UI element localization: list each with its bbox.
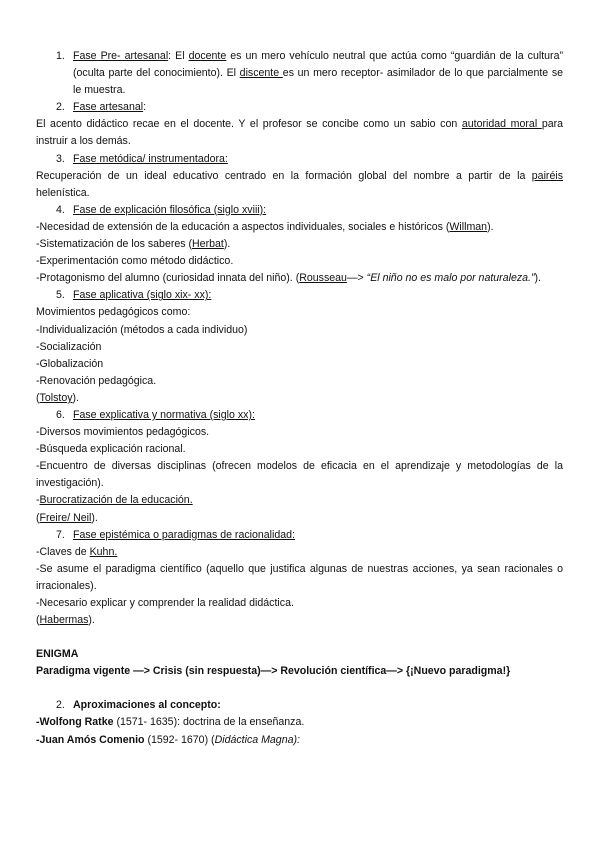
- section-3-body: [36, 168, 563, 202]
- list-item: [36, 492, 563, 509]
- text: ).: [91, 511, 98, 524]
- ref-tolstoy: Tolstoy: [39, 391, 73, 404]
- list-number: 2.: [56, 101, 65, 114]
- section-6-heading: [36, 407, 563, 424]
- document-page: [36, 48, 563, 749]
- list-item: -Individualización (métodos a cada individuo): [36, 323, 248, 336]
- aprox-comenio: [36, 732, 563, 749]
- term-autoridad-moral: autoridad moral: [461, 118, 542, 131]
- enigma-line: Paradigma vigente —> Crisis (sin respuesta)—> Revolución científica—> {¡Nuevo paradigma!}: [36, 665, 511, 678]
- list-number: 1.: [56, 50, 65, 62]
- ref-rousseau: Rousseau: [299, 272, 347, 285]
- text: :: [143, 101, 147, 114]
- text: es un mero vehículo neutral que actúa como “guardián de la cultura” (oculta parte del conocimiento). El: [73, 50, 563, 80]
- section-2-body: [36, 116, 563, 150]
- list-item: -Globalización: [36, 357, 104, 370]
- spacer: [36, 629, 563, 646]
- text: helenística.: [36, 186, 90, 199]
- section-4-line-2: [36, 236, 563, 253]
- text: : El: [168, 50, 189, 62]
- section-7-line-3: -Necesario explicar y comprender la realidad didáctica.: [36, 597, 294, 609]
- section-4-line-3: -Experimentación como método didáctico.: [36, 255, 234, 268]
- list-number: 6.: [56, 408, 65, 421]
- text: ).: [223, 238, 231, 251]
- ref-willman: Willman: [449, 220, 488, 233]
- text: (1592- 1670) (: [144, 733, 215, 746]
- section-7-line-2: -Se asume el paradigma científico (aquello que justifica algunas de nuestras acciones, ya sean racionales o irracionales).: [36, 562, 563, 592]
- list-number: 4.: [56, 203, 65, 216]
- section-1-title: Fase Pre- artesanal: [73, 50, 169, 62]
- aprox-title: Aproximaciones al concepto:: [73, 699, 221, 712]
- text: ).: [487, 220, 494, 233]
- ref-habermas: Habermas: [39, 614, 89, 627]
- text: ).: [534, 272, 541, 285]
- ref-freire-neil: Freire/ Neil: [39, 511, 92, 524]
- section-5-title: Fase aplicativa (siglo xix- xx):: [73, 289, 212, 302]
- text: (: [36, 391, 40, 404]
- text: (: [36, 614, 40, 627]
- list-number: 7.: [56, 528, 65, 541]
- term-docente: docente: [188, 50, 227, 62]
- section-5-intro: Movimientos pedagógicos como:: [36, 306, 191, 319]
- text: (1571- 1635): doctrina de la enseñanza.: [113, 716, 305, 729]
- section-5-heading: [36, 287, 563, 304]
- list-number: 5.: [56, 289, 65, 302]
- term-discente: discente: [239, 67, 283, 80]
- spacer: [36, 680, 563, 697]
- ref-herbart: Herbat: [192, 238, 224, 251]
- section-4-line-1: [36, 219, 563, 236]
- text: —>: [346, 272, 367, 285]
- text: -Necesidad de extensión de la educación a aspectos individuales, sociales e históricos (: [36, 220, 450, 233]
- section-7-ref: [36, 612, 563, 629]
- aprox-heading: [36, 697, 563, 714]
- section-4-heading: [36, 202, 563, 219]
- text: El acento didáctico recae en el docente. Y el profesor se concibe como un sabio con: [36, 118, 462, 131]
- text: ).: [88, 614, 95, 627]
- name-comenio: -Juan Amós Comenio: [36, 733, 145, 746]
- section-5-ref: [36, 390, 563, 407]
- aprox-ratke: [36, 714, 563, 731]
- rousseau-quote: “El niño no es malo por naturaleza.”: [366, 272, 535, 285]
- name-ratke: -Wolfong Ratke: [36, 716, 114, 729]
- ref-kuhn: Kuhn.: [89, 545, 118, 558]
- didactica-magna: Didáctica Magna):: [214, 733, 300, 746]
- section-3-heading: [36, 151, 563, 168]
- text: es un mero receptor- asimilador de lo que parcialmente se le muestra.: [73, 67, 564, 97]
- section-7-heading: [36, 527, 563, 544]
- term-paideia: pairéis: [531, 169, 563, 182]
- list-number: 3.: [56, 152, 65, 165]
- section-7-title: Fase epistémica o paradigmas de racionalidad:: [73, 528, 296, 541]
- text: -: [36, 494, 40, 507]
- list-number: 2.: [56, 699, 65, 712]
- enigma-title: ENIGMA: [36, 648, 79, 661]
- list-item: -Búsqueda explicación racional.: [36, 443, 186, 456]
- list-item: -Renovación pedagógica.: [36, 374, 157, 387]
- list-item: -Diversos movimientos pedagógicos.: [36, 426, 210, 439]
- text: (: [36, 511, 40, 524]
- section-2-heading: [36, 99, 563, 116]
- text: -Protagonismo del alumno (curiosidad innata del niño). (: [36, 272, 300, 285]
- section-6-ref: [36, 510, 563, 527]
- section-1: [36, 48, 563, 99]
- list-item: -Socialización: [36, 340, 102, 353]
- section-3-title: Fase metódica/ instrumentadora:: [73, 152, 228, 165]
- section-4-line-4: [36, 270, 563, 287]
- section-7-line-1: [36, 544, 563, 561]
- section-2-title: Fase artesanal: [73, 101, 144, 114]
- section-4-title: Fase de explicación filosófica (siglo xviii):: [73, 203, 267, 216]
- term-burocratizacion: Burocratización de la educación.: [39, 494, 193, 507]
- text: ).: [72, 391, 79, 404]
- text: -Sistematización de los saberes (: [36, 238, 193, 251]
- list-item: -Encuentro de diversas disciplinas (ofrecen modelos de eficacia en el aprendizaje y metodologías de la investigación).: [36, 460, 563, 490]
- text: -Claves de: [36, 545, 90, 558]
- text: Recuperación de un ideal educativo centrado en la formación global del nombre a partir de la: [36, 169, 532, 182]
- text: para instruir a los demás.: [36, 118, 564, 148]
- section-6-title: Fase explicativa y normativa (siglo xx):: [73, 408, 255, 421]
